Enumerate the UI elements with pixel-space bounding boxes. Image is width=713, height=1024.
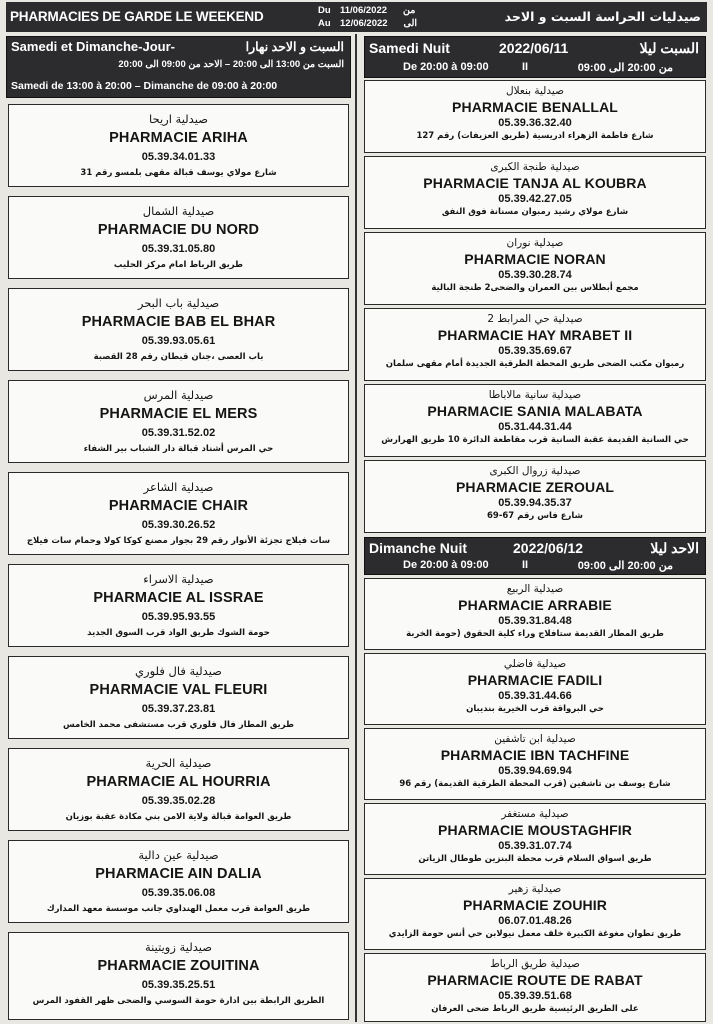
- pharmacy-name-ar: صيدلية فاضلي: [503, 658, 567, 670]
- pharmacy-name-ar: صيدلية فال فلوري: [135, 664, 222, 678]
- pharmacy-phone: 05.39.30.26.52: [141, 519, 216, 531]
- pharmacy-address: طريق العوامة قبالة ولاية الامن بني مكادة عقبة بوزيان: [65, 812, 292, 822]
- pharmacy-card: [364, 803, 706, 875]
- pharmacy-name: PHARMACIE CHAIR: [108, 498, 249, 514]
- pharmacy-phone: 05.39.36.32.40: [498, 117, 572, 129]
- pharmacy-name: PHARMACIE AIN DALIA: [95, 866, 262, 882]
- pharmacy-name: PHARMACIE ZOUHIR: [463, 897, 607, 913]
- pharmacy-name: PHARMACIE TANJA AL KOUBRA: [423, 175, 647, 191]
- pharmacy-name: PHARMACIE ZEROUAL: [455, 479, 615, 495]
- pharmacy-card: [364, 232, 706, 305]
- pharmacy-card: [364, 308, 706, 381]
- pharmacy-name-ar: صيدلية سانية مالاباطا: [488, 389, 582, 401]
- pharmacy-address: مجمع أبطلاس بين العمران والضحى2 طنجة البالية: [431, 283, 639, 293]
- pharmacy-phone: 05.39.93.05.61: [141, 335, 216, 347]
- pharmacy-card: [8, 472, 349, 555]
- pharmacy-phone: 05.39.42.27.05: [498, 193, 572, 205]
- pharmacy-name: PHARMACIE VAL FLEURI: [89, 682, 268, 698]
- pharmacy-card: [364, 156, 706, 229]
- pharmacy-card: [8, 564, 349, 647]
- pharmacy-card: [364, 728, 706, 800]
- pharmacy-phone: 06.07.01.48.26: [498, 915, 572, 927]
- pharmacy-card: [364, 953, 706, 1022]
- pharmacy-phone: 05.39.34.01.33: [141, 151, 216, 163]
- pharmacy-address: الطريق الرابطة بين ادارة حومة السوسي والضحى ظهر القفود المرس: [32, 996, 325, 1006]
- pharmacy-name-ar: صيدلية الحرية: [145, 756, 212, 770]
- saturday-night-heading-fr: Samedi Nuit: [369, 40, 450, 56]
- day-heading-fr: Samedi et Dimanche-Jour-: [11, 39, 175, 54]
- pharmacy-name: PHARMACIE MOUSTAGHFIR: [438, 822, 632, 838]
- sunday-night-heading-fr: Dimanche Nuit: [369, 540, 468, 556]
- pharmacy-name-ar: صيدلية نوران: [506, 237, 564, 249]
- pharmacy-card: [8, 932, 349, 1020]
- day-heading-ar: السبت و الاحد نهارا: [245, 40, 344, 54]
- du-date: 11/06/2022: [340, 5, 388, 16]
- pharmacy-name-ar: صيدلية الربيع: [506, 583, 564, 595]
- pharmacy-name: PHARMACIE AL ISSRAE: [93, 590, 264, 606]
- sunday-night-hours-ar: من 20:00 الى 09:00: [577, 560, 673, 572]
- pharmacy-phone: 05.39.95.93.55: [141, 611, 216, 623]
- du-label-ar: من: [403, 5, 416, 16]
- pharmacy-name: PHARMACIE AL HOURRIA: [86, 774, 271, 790]
- pharmacy-card: [8, 380, 349, 463]
- pharmacy-name-ar: صيدلية باب البحر: [137, 296, 220, 310]
- pharmacy-address: طريق تطوان مغوغة الكبيرة خلف معمل نيولابن حي أنس حومة الزايدي: [388, 929, 682, 939]
- pharmacy-phone: 05.39.94.69.94: [498, 765, 572, 777]
- pharmacy-name-ar: صيدلية زروال الكبرى: [489, 465, 581, 477]
- sunday-night-date: 2022/06/12: [513, 540, 584, 556]
- pharmacy-phone: 05.39.35.02.28: [141, 795, 216, 807]
- pharmacy-phone: 05.39.31.84.48: [498, 615, 572, 627]
- saturday-night-separator: II: [522, 61, 529, 73]
- sunday-night-hours-fr: De 20:00 à 09:00: [403, 559, 489, 571]
- pharmacy-name: PHARMACIE ARRABIE: [458, 597, 612, 613]
- pharmacy-name-ar: صيدلية ابن تاشفين: [494, 733, 576, 745]
- pharmacy-phone: 05.39.94.35.37: [498, 497, 572, 509]
- pharmacy-address: حي البرواقة قرب الخيرية بنديبان: [466, 704, 604, 714]
- pharmacy-card: [364, 578, 706, 650]
- pharmacy-name: PHARMACIE NORAN: [464, 251, 606, 267]
- pharmacy-name-ar: صيدلية حي المرابط 2: [487, 313, 583, 325]
- pharmacy-name: PHARMACIE ARIHA: [109, 130, 248, 146]
- pharmacy-name: PHARMACIE IBN TACHFINE: [440, 747, 630, 763]
- pharmacy-address: شارع فاس رقم 67-69: [487, 511, 583, 521]
- pharmacy-address: سات فيلاج تجزئة الأنوار رقم 29 بجوار مصنع كوكا كولا وحمام سات فيلاج: [26, 536, 331, 546]
- pharmacy-address: حومة الشوك طريق الواد قرب السوق الجديد: [87, 628, 270, 638]
- pharmacy-name-ar: صيدلية الشاعر: [143, 480, 214, 494]
- pharmacy-name-ar: صيدلية طريق الرباط: [490, 958, 580, 970]
- date-range: [318, 4, 417, 30]
- pharmacy-address: باب العصى ،جنان قبطان رقم 28 القصبة: [93, 352, 264, 362]
- au-date: 12/06/2022: [340, 18, 388, 29]
- pharmacy-card: [8, 748, 349, 831]
- pharmacy-name-ar: صيدلية الاسراء: [143, 572, 214, 586]
- pharmacy-phone: 05.39.31.07.74: [498, 840, 572, 852]
- page-title-ar: صيدليات الحراسة السبت و الاحد: [504, 9, 701, 24]
- pharmacy-name-ar: صيدلية زهير: [508, 883, 562, 895]
- pharmacy-address: رمبوان مكتب الضحى طريق المحطة الطرقية الجديدة أمام مقهى سلمان: [385, 359, 685, 369]
- pharmacy-name-ar: صيدلية مستغفر: [501, 808, 569, 820]
- pharmacy-address: شارع فاطمة الزهراء ادريسية (طريق العزيفات) رقم 127: [416, 131, 654, 141]
- pharmacy-phone: 05.39.31.05.80: [141, 243, 216, 255]
- sunday-night-heading-ar: الاحد ليلا: [650, 540, 699, 556]
- saturday-night-date: 2022/06/11: [499, 40, 569, 56]
- pharmacy-name: PHARMACIE DU NORD: [97, 222, 260, 238]
- column-divider: [355, 34, 357, 1022]
- pharmacy-card: [8, 288, 349, 371]
- pharmacy-card: [8, 840, 349, 923]
- pharmacy-name: PHARMACIE BENALLAL: [452, 99, 618, 115]
- saturday-night-hours-fr: De 20:00 à 09:00: [403, 61, 489, 73]
- pharmacy-address: شارع مولاي يوسف قبالة مقهى بلمسو رقم 31: [80, 168, 277, 178]
- pharmacy-name: PHARMACIE HAY MRABET II: [437, 327, 633, 343]
- pharmacy-address: على الطريق الرئيسية طريق الرباط ضحى العرفان: [431, 1004, 639, 1014]
- pharmacy-address: طريق المطار فال فلوري قرب مستشفى محمد الخامس: [62, 720, 295, 730]
- day-hours-fr: Samedi de 13:00 à 20:00 – Dimanche de 09:00 à 20:00: [11, 80, 278, 92]
- pharmacy-phone: 05.39.31.44.66: [498, 690, 572, 702]
- pharmacy-phone: 05.39.35.25.51: [141, 979, 216, 991]
- pharmacy-phone: 05.39.30.28.74: [498, 269, 572, 281]
- pharmacy-address: طريق المطار القديمة ستافلاج وراء كلية الحقوق (حومة الخربة: [406, 629, 664, 639]
- pharmacy-address: طريق اسواق السلام قرب محطة البنزين طوطال الزياتن: [418, 854, 652, 864]
- au-label: Au: [318, 18, 331, 29]
- day-schedule-header: [6, 36, 351, 98]
- pharmacy-name-ar: صيدلية المرس: [143, 388, 214, 402]
- pharmacy-address: طريق الرباط امام مركز الحليب: [113, 260, 244, 270]
- saturday-night-hours-ar: من 20:00 الى 09:00: [577, 62, 673, 74]
- pharmacy-card: [8, 104, 349, 187]
- pharmacy-card: [8, 656, 349, 739]
- du-label: Du: [318, 5, 331, 16]
- day-hours-ar: السبت من 13:00 الى 20:00 – الاحد من 09:00 الى 20:00: [118, 59, 344, 70]
- pharmacy-phone: 05.39.31.52.02: [141, 427, 216, 439]
- pharmacy-name: PHARMACIE BAB EL BHAR: [81, 314, 276, 330]
- sunday-night-header: [364, 537, 706, 575]
- pharmacy-phone: 05.39.35.06.08: [141, 887, 216, 899]
- pharmacy-name-ar: صيدلية زويتينة: [145, 940, 212, 954]
- pharmacy-address: شارع يوسف بن تاشفين (قرب المحطة الطرقية القديمة) رقم 96: [399, 779, 671, 789]
- pharmacy-address: حي السانية القديمة عقبة السانية قرب مقاطعة الدائرة 10 طريق الهرارش: [381, 435, 689, 445]
- pharmacy-card: [364, 460, 706, 533]
- pharmacy-card: [364, 80, 706, 153]
- saturday-night-heading-ar: السبت ليلا: [639, 40, 699, 56]
- page-header: [6, 2, 707, 32]
- pharmacy-name-ar: صيدلية اريحا: [149, 112, 208, 126]
- pharmacy-name: PHARMACIE ZOUITINA: [97, 958, 260, 974]
- pharmacy-card: [364, 653, 706, 725]
- pharmacy-address: طريق العوامة قرب معمل الهنداوي جانب موسسة معهد المدارك: [46, 904, 311, 914]
- pharmacy-card: [364, 384, 706, 457]
- pharmacy-name-ar: صيدلية الشمال: [142, 204, 215, 218]
- pharmacy-name: PHARMACIE EL MERS: [99, 406, 258, 422]
- pharmacy-name: PHARMACIE FADILI: [467, 672, 603, 688]
- pharmacy-name: PHARMACIE ROUTE DE RABAT: [427, 972, 643, 988]
- pharmacy-name-ar: صيدلية بنعلال: [506, 85, 564, 97]
- page-title: PHARMACIES DE GARDE LE WEEKEND: [10, 9, 264, 24]
- pharmacy-phone: 05.31.44.31.44: [498, 421, 572, 433]
- sunday-night-separator: II: [522, 559, 529, 571]
- saturday-night-header: [364, 36, 706, 78]
- pharmacy-name: PHARMACIE SANIA MALABATA: [427, 403, 643, 419]
- au-label-ar: الى: [403, 18, 417, 29]
- pharmacy-phone: 05.39.37.23.81: [141, 703, 216, 715]
- pharmacy-phone: 05.39.39.51.68: [498, 990, 572, 1002]
- pharmacy-address: حي المرس أشناد قبالة دار الشباب بير الشفاء: [83, 444, 274, 454]
- pharmacy-phone: 05.39.35.69.67: [498, 345, 572, 357]
- pharmacy-address: شارع مولاي رشيد رمبوان مسنانة فوق النفق: [441, 207, 629, 217]
- pharmacy-card: [364, 878, 706, 950]
- pharmacy-name-ar: صيدلية طنجة الكبرى: [490, 161, 580, 173]
- pharmacy-card: [8, 196, 349, 279]
- pharmacy-name-ar: صيدلية عين دالية: [138, 848, 219, 862]
